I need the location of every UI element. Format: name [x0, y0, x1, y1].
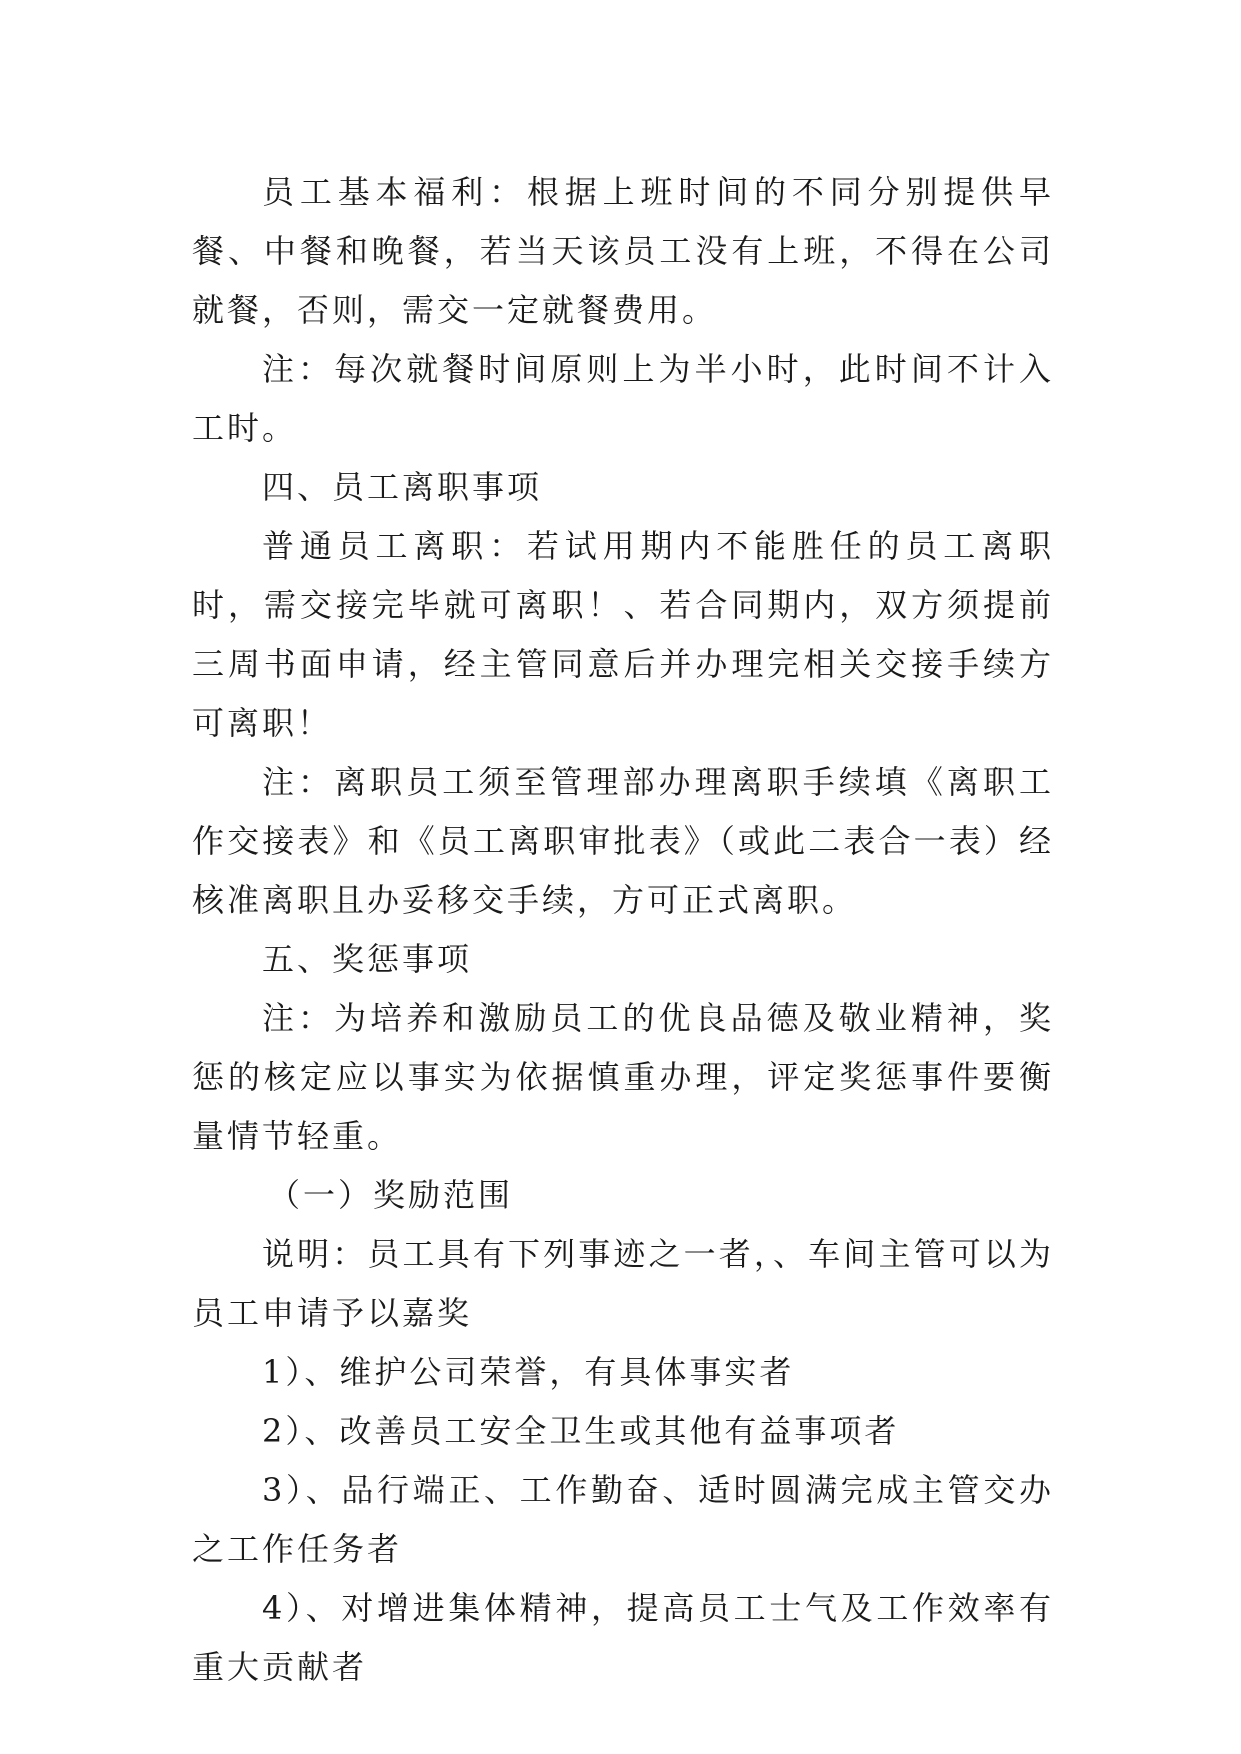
subheading-reward-scope: （一）奖励范围 — [268, 1176, 514, 1214]
paragraph-meal-note: 注：每次就餐时间原则上为半小时，此时间不计入工时。 — [192, 350, 1054, 447]
section-heading-rewards-penalties: 五、奖惩事项 — [262, 940, 473, 978]
paragraph-ordinary-resignation: 普通员工离职：若试用期内不能胜任的员工离职时，需交接完毕就可离职！、若合同期内，双方须提前三周书面申请，经主管同意后并办理完相关交接手续方可离职！ — [192, 527, 1054, 742]
paragraph-basic-welfare: 员工基本福利：根据上班时间的不同分别提供早餐、中餐和晚餐，若当天该员工没有上班，不得在公司就餐，否则，需交一定就餐费用。 — [192, 173, 1054, 329]
list-item-reward-1: 1）、维护公司荣誉，有具体事实者 — [262, 1353, 795, 1391]
list-item-reward-4: 4）、对增进集体精神，提高员工士气及工作效率有重大贡献者 — [192, 1589, 1054, 1686]
list-item-reward-2: 2）、改善员工安全卫生或其他有益事项者 — [262, 1412, 900, 1450]
paragraph-resignation-note: 注：离职员工须至管理部办理离职手续填《离职工作交接表》和《员工离职审批表》（或此二表合一表）经核准离职且办妥移交手续，方可正式离职。 — [192, 763, 1054, 919]
section-heading-resignation: 四、员工离职事项 — [262, 468, 543, 506]
document-body — [192, 163, 1054, 1697]
list-item-reward-3: 3）、品行端正、工作勤奋、适时圆满完成主管交办之工作任务者 — [192, 1471, 1054, 1568]
paragraph-rewards-note: 注：为培养和激励员工的优良品德及敬业精神，奖惩的核定应以事实为依据慎重办理，评定奖惩事件要衡量情节轻重。 — [192, 999, 1054, 1155]
paragraph-reward-description: 说明：员工具有下列事迹之一者，、车间主管可以为员工申请予以嘉奖 — [192, 1235, 1054, 1332]
